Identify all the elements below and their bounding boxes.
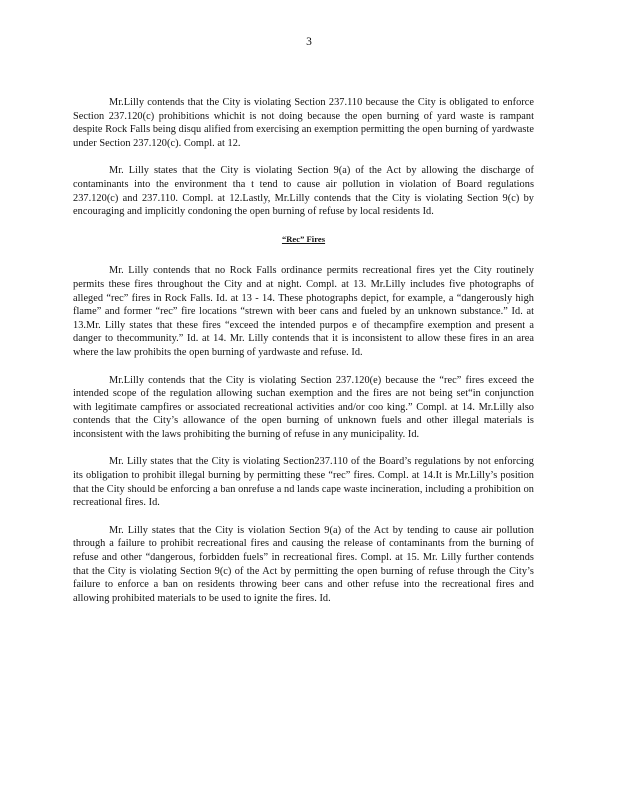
document-body — [73, 96, 534, 619]
paragraph-rec-fires-photographs: Mr. Lilly contends that no Rock Falls ordinance permits recreational fires yet the City routinely permits these fires throughout the City and at night. Compl. at 13. Mr.Lilly includes five photographs of alleged “rec” fires in Rock Falls. Id. at 13 - 14. These photographs depict, for example, a “dangerously high flame” and former “rec” fire locations “strewn with beer cans and fueled by an unknown substance.” Id. at 13.Mr. Lilly states that these fires “exceed the intended purpos e of thecampfire exemption and present a danger to thecommunity.” Id. at 14. Mr. Lilly contends that it is inconsistent to allow these fires in an area where the law prohibits the open burning of yardwaste and refuse. Id. — [73, 265, 534, 358]
paragraph-section-237-110: Mr.Lilly contends that the City is violating Section 237.110 because the City is obligated to enforce Section 237.120(c) prohibitions whichit is not doing because the open burning of yard waste is rampant despite Rock Falls being disqu alified from exercising an exemption permitting the open burning of yardwaste under Section 237.120(c). Compl. at 12. — [73, 97, 534, 149]
paragraph-section-9a-9c-rec: Mr. Lilly states that the City is violation Section 9(a) of the Act by tending to cause air pollution through a failure to prohibit recreational fires and causing the release of contaminants from the burning of refuse and other “dangerous, forbidden fuels” in recreational fires. Compl. at 15. Mr. Lilly further contends that the City is violating Section 9(c) of the Act by permitting the open burning of refuse through the City’s failure to enforce a ban on residents throwing beer cans and other refuse into the recreational fires and allowing prohibited materials to be used to ignite the fires. Id. — [73, 524, 534, 604]
page-number: 3 — [306, 36, 312, 48]
section-heading-rec-fires: “Rec” Fires — [281, 233, 326, 244]
paragraph-section-9a: Mr. Lilly states that the City is violating Section 9(a) of the Act by allowing the discharge of contaminants into the environment tha t tend to cause air pollution in violation of Board regulations 237.120(c) and 237.110. Compl. at 12.Lastly, Mr.Lilly contends that the City is violating Section 9(c) by encouraging and implicitly condoning the open burning of refuse by local residents Id. — [73, 165, 534, 218]
paragraph-section-237-110-rec: Mr. Lilly states that the City is violating Section237.110 of the Board’s regulations by not enforcing its obligation to prohibit illegal burning by permitting these “rec” fires. Compl. at 14.It is Mr.Lilly’s position that the City should be enforcing a ban onrefuse a nd lands cape waste incineration, including a prohibition on recreational fires. Id. — [73, 456, 534, 509]
paragraph-section-237-120e: Mr.Lilly contends that the City is violating Section 237.120(e) because the “rec” fires exceed the intended scope of the regulation allowing suchan exemption and the fires are not being set“in conjunction with legitimate campfires or associated recreational activities and/or coo king.” Compl. at 14. Mr.Lilly also contends that the City’s allowance of the open burning of unknown fuels and other illegal materials is inconsistent with the laws prohibiting the burning of refuse in any municipality. Id. — [73, 374, 534, 440]
